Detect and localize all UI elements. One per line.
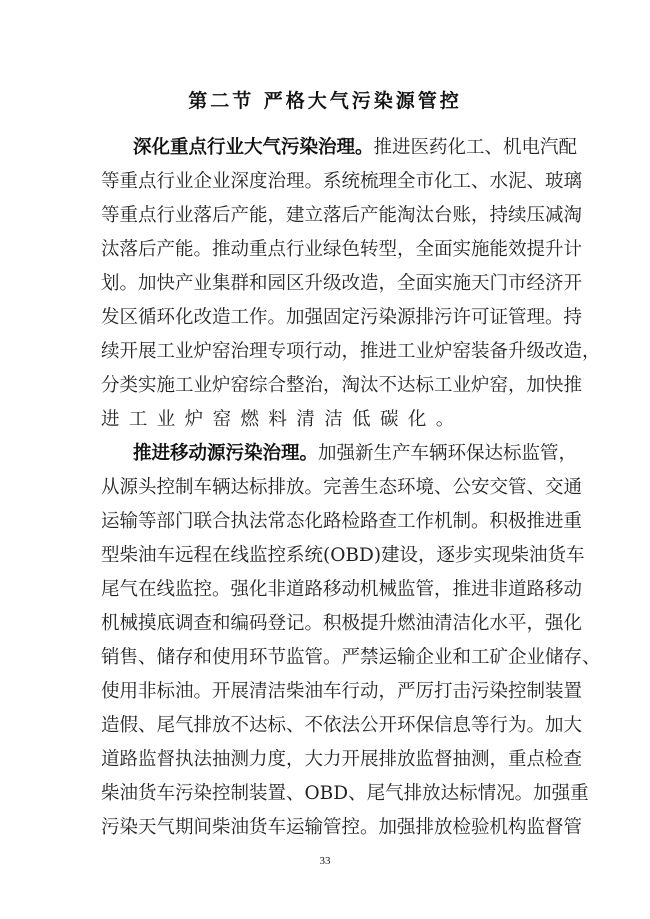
text-line: 造假、尾气排放不达标、不依法公开环保信息等行为。加大: [101, 715, 583, 736]
text-line: 运输等部门联合执法常态化路检路查工作机制。积极推进重: [101, 511, 583, 532]
text-line: 机械摸底调查和编码登记。积极提升燃油清洁化水平，强化: [101, 613, 583, 634]
text-line: 划。加快产业集群和园区升级改造，全面实施天门市经济开: [101, 273, 583, 294]
text-line: 从源头控制车辆达标排放。完善生态环境、公安交管、交通: [101, 477, 583, 498]
text-line: 柴油货车污染控制装置、OBD、尾气排放达标情况。加强重: [101, 783, 589, 804]
text-line: 分类实施工业炉窑综合整治，淘汰不达标工业炉窑，加快推: [101, 375, 583, 396]
text-line: 销售、储存和使用环节监管。严禁运输企业和工矿企业储存、: [101, 647, 601, 668]
paragraph-text: 推进医药化工、机电汽配: [373, 137, 578, 158]
text-line: 等重点行业落后产能，建立落后产能淘汰台账，持续压减淘: [101, 205, 583, 226]
paragraph-lead: 深化重点行业大气污染治理。: [133, 137, 374, 158]
paragraph-first-line: [133, 439, 578, 469]
text-line: 进工业炉窑燃料清洁低碳化。: [101, 409, 464, 430]
paragraph-lead: 推进移动源污染治理。: [133, 443, 319, 464]
text-line: 使用非标油。开展清洁柴油车行动，严厉打击污染控制装置: [101, 681, 583, 702]
text-line: 等重点行业企业深度治理。系统梳理全市化工、水泥、玻璃: [101, 171, 583, 192]
text-line: 尾气在线监控。强化非道路移动机械监管，推进非道路移动: [101, 579, 583, 600]
paragraph-first-line: [133, 133, 578, 163]
text-line: 道路监督执法抽测力度，大力开展排放监督抽测，重点检查: [101, 749, 583, 770]
text-line: 型柴油车远程在线监控系统(OBD)建设，逐步实现柴油货车: [101, 545, 585, 566]
text-line: 发区循环化改造工作。加强固定污染源排污许可证管理。持: [101, 307, 583, 328]
section-title: 第二节 严格大气污染源管控: [188, 90, 462, 112]
text-line: 续开展工业炉窑治理专项行动，推进工业炉窑装备升级改造，: [101, 341, 601, 362]
page-number: 33: [319, 855, 331, 867]
paragraph-text: 加强新生产车辆环保达标监管，: [318, 443, 578, 464]
text-line: 污染天气期间柴油货车运输管控。加强排放检验机构监督管: [101, 817, 583, 838]
text-line: 汰落后产能。推动重点行业绿色转型，全面实施能效提升计: [101, 239, 583, 260]
